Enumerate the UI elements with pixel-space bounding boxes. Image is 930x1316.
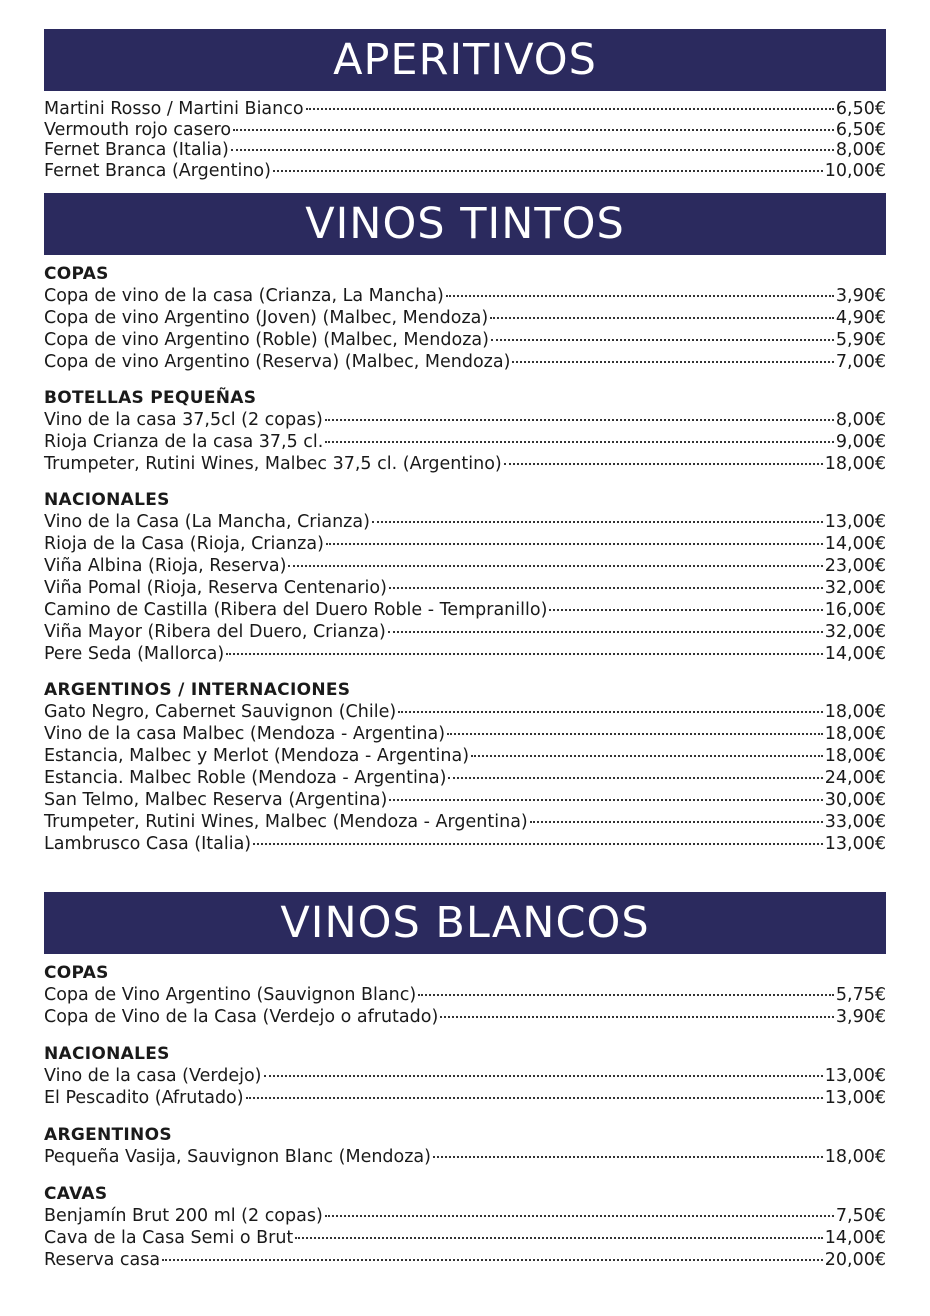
item-name: Vino de la casa (Verdejo) bbox=[44, 1066, 262, 1086]
subsection-label: BOTELLAS PEQUEÑAS bbox=[44, 388, 257, 408]
item-price: 6,50€ bbox=[835, 119, 886, 140]
section-title-vinos-tintos: VINOS TINTOS bbox=[44, 193, 886, 255]
menu-item bbox=[44, 1087, 886, 1109]
item-name: Rioja de la Casa (Rioja, Crianza) bbox=[44, 534, 324, 554]
section-title-aperitivos: APERITIVOS bbox=[44, 29, 886, 91]
menu-item bbox=[44, 285, 886, 307]
menu-item bbox=[44, 723, 886, 745]
dot-leader bbox=[433, 1156, 823, 1158]
item-price: 14,00€ bbox=[824, 644, 886, 664]
item-name: Vino de la Casa (La Mancha, Crianza) bbox=[44, 512, 370, 532]
item-price: 3,90€ bbox=[835, 1007, 886, 1027]
item-name: El Pescadito (Afrutado) bbox=[44, 1088, 244, 1108]
item-name: Vermouth rojo casero bbox=[44, 119, 232, 140]
dot-leader bbox=[448, 777, 822, 779]
dot-leader bbox=[549, 609, 822, 611]
group-spacer bbox=[44, 1109, 886, 1124]
subsection-label: CAVAS bbox=[44, 1184, 108, 1204]
dot-leader bbox=[418, 994, 834, 996]
dot-leader bbox=[504, 463, 823, 465]
item-price: 9,00€ bbox=[835, 432, 886, 452]
group-spacer bbox=[44, 1168, 886, 1183]
item-name: Fernet Branca (Argentino) bbox=[44, 160, 271, 181]
menu-item bbox=[44, 99, 886, 120]
item-price: 18,00€ bbox=[824, 746, 886, 766]
item-name: San Telmo, Malbec Reserva (Argentina) bbox=[44, 790, 388, 810]
item-name: Viña Pomal (Rioja, Reserva Centenario) bbox=[44, 578, 387, 598]
dot-leader bbox=[491, 339, 834, 341]
menu-item bbox=[44, 767, 886, 789]
dot-leader bbox=[162, 1259, 823, 1261]
menu-item bbox=[44, 701, 886, 723]
item-price: 32,00€ bbox=[824, 622, 886, 642]
item-name: Trumpeter, Rutini Wines, Malbec 37,5 cl. (Argentino) bbox=[44, 454, 502, 474]
subsection-label: ARGENTINOS bbox=[44, 1125, 172, 1145]
dot-leader bbox=[512, 361, 833, 363]
section-title-vinos-blancos: VINOS BLANCOS bbox=[44, 892, 886, 954]
item-price: 24,00€ bbox=[824, 768, 886, 788]
dot-leader bbox=[325, 1215, 834, 1217]
menu-item bbox=[44, 351, 886, 373]
menu-item bbox=[44, 1006, 886, 1028]
dot-leader bbox=[306, 108, 834, 110]
menu-item bbox=[44, 984, 886, 1006]
item-name: Reserva casa bbox=[44, 1250, 161, 1270]
item-name: Benjamín Brut 200 ml (2 copas) bbox=[44, 1206, 323, 1226]
group-spacer bbox=[44, 373, 886, 387]
item-name: Vino de la casa Malbec (Mendoza - Argentina) bbox=[44, 724, 446, 744]
item-name: Copa de Vino Argentino (Sauvignon Blanc) bbox=[44, 985, 417, 1005]
menu-item bbox=[44, 833, 886, 855]
subsection-label: COPAS bbox=[44, 963, 109, 983]
dot-leader bbox=[226, 653, 823, 655]
dot-leader bbox=[231, 149, 834, 151]
item-name: Copa de Vino de la Casa (Verdejo o afrutado) bbox=[44, 1007, 439, 1027]
menu-item bbox=[44, 161, 886, 182]
item-price: 14,00€ bbox=[824, 1228, 886, 1248]
dot-leader bbox=[325, 441, 834, 443]
menu-item bbox=[44, 431, 886, 453]
menu-item bbox=[44, 1227, 886, 1249]
dot-leader bbox=[398, 711, 823, 713]
aperitivos-list bbox=[44, 99, 886, 181]
item-name: Copa de vino Argentino (Reserva) (Malbec, Mendoza) bbox=[44, 352, 511, 372]
item-name: Pere Seda (Mallorca) bbox=[44, 644, 225, 664]
dot-leader bbox=[388, 631, 823, 633]
item-price: 8,00€ bbox=[835, 140, 886, 160]
menu-item bbox=[44, 745, 886, 767]
subsection-label: COPAS bbox=[44, 264, 109, 284]
item-price: 20,00€ bbox=[824, 1250, 886, 1270]
item-name: Viña Albina (Rioja, Reserva) bbox=[44, 556, 287, 576]
menu-item bbox=[44, 811, 886, 833]
dot-leader bbox=[440, 1016, 834, 1018]
item-name: Estancia, Malbec y Merlot (Mendoza - Argentina) bbox=[44, 746, 470, 766]
item-name: Gato Negro, Cabernet Sauvignon (Chile) bbox=[44, 702, 397, 722]
item-name: Copa de vino Argentino (Roble) (Malbec, Mendoza) bbox=[44, 330, 489, 350]
item-price: 18,00€ bbox=[824, 724, 886, 744]
item-price: 13,00€ bbox=[824, 1066, 886, 1086]
item-price: 16,00€ bbox=[824, 600, 886, 620]
subsection-label: NACIONALES bbox=[44, 490, 170, 510]
dot-leader bbox=[253, 843, 823, 845]
menu-item bbox=[44, 621, 886, 643]
dot-leader bbox=[295, 1237, 822, 1239]
menu-item bbox=[44, 453, 886, 475]
item-name: Fernet Branca (Italia) bbox=[44, 140, 229, 160]
dot-leader bbox=[326, 543, 823, 545]
menu-item bbox=[44, 643, 886, 665]
item-name: Lambrusco Casa (Italia) bbox=[44, 834, 252, 854]
subsection-label: NACIONALES bbox=[44, 1044, 170, 1064]
item-price: 13,00€ bbox=[824, 834, 886, 854]
subsection-label: ARGENTINOS / INTERNACIONES bbox=[44, 680, 351, 700]
menu-item bbox=[44, 533, 886, 555]
menu-item bbox=[44, 120, 886, 141]
group-spacer bbox=[44, 475, 886, 489]
item-name: Pequeña Vasija, Sauvignon Blanc (Mendoza) bbox=[44, 1147, 431, 1167]
dot-leader bbox=[471, 755, 823, 757]
item-name: Vino de la casa 37,5cl (2 copas) bbox=[44, 410, 323, 430]
menu-item bbox=[44, 329, 886, 351]
dot-leader bbox=[389, 799, 822, 801]
item-price: 18,00€ bbox=[824, 702, 886, 722]
menu-item bbox=[44, 599, 886, 621]
item-name: Estancia. Malbec Roble (Mendoza - Argentina) bbox=[44, 768, 447, 788]
item-price: 8,00€ bbox=[835, 410, 886, 430]
item-price: 6,50€ bbox=[835, 99, 886, 119]
dot-leader bbox=[530, 821, 823, 823]
item-price: 4,90€ bbox=[835, 308, 886, 328]
dot-leader bbox=[273, 170, 823, 172]
item-price: 18,00€ bbox=[824, 1147, 886, 1167]
dot-leader bbox=[325, 419, 834, 421]
dot-leader bbox=[446, 295, 834, 297]
menu-item bbox=[44, 140, 886, 161]
menu-item bbox=[44, 1249, 886, 1271]
dot-leader bbox=[264, 1075, 823, 1077]
menu-item bbox=[44, 409, 886, 431]
item-name: Trumpeter, Rutini Wines, Malbec (Mendoza - Argentina) bbox=[44, 812, 528, 832]
item-price: 13,00€ bbox=[824, 1088, 886, 1108]
item-name: Camino de Castilla (Ribera del Duero Roble - Tempranillo) bbox=[44, 600, 548, 620]
dot-leader bbox=[288, 565, 822, 567]
menu-item bbox=[44, 1205, 886, 1227]
menu-item bbox=[44, 307, 886, 329]
item-price: 13,00€ bbox=[824, 512, 886, 532]
item-name: Cava de la Casa Semi o Brut bbox=[44, 1228, 294, 1248]
group-spacer bbox=[44, 1028, 886, 1043]
item-price: 10,00€ bbox=[824, 160, 886, 181]
item-price: 5,75€ bbox=[835, 985, 886, 1005]
menu-item bbox=[44, 577, 886, 599]
dot-leader bbox=[389, 587, 823, 589]
dot-leader bbox=[447, 733, 823, 735]
item-price: 7,00€ bbox=[835, 352, 886, 372]
item-name: Viña Mayor (Ribera del Duero, Crianza) bbox=[44, 622, 386, 642]
dot-leader bbox=[246, 1097, 823, 1099]
item-price: 18,00€ bbox=[824, 454, 886, 474]
dot-leader bbox=[233, 129, 834, 131]
item-price: 23,00€ bbox=[824, 556, 886, 576]
item-price: 33,00€ bbox=[824, 812, 886, 832]
menu-item bbox=[44, 511, 886, 533]
item-price: 32,00€ bbox=[824, 578, 886, 598]
dot-leader bbox=[372, 521, 823, 523]
item-name: Rioja Crianza de la casa 37,5 cl. bbox=[44, 432, 324, 452]
vinos-tintos-list bbox=[44, 263, 886, 855]
group-spacer bbox=[44, 665, 886, 679]
menu-item bbox=[44, 1146, 886, 1168]
item-price: 7,50€ bbox=[835, 1206, 886, 1226]
item-price: 30,00€ bbox=[824, 790, 886, 810]
item-name: Copa de vino de la casa (Crianza, La Mancha) bbox=[44, 286, 444, 306]
menu-item bbox=[44, 789, 886, 811]
item-price: 5,90€ bbox=[835, 330, 886, 350]
menu-item bbox=[44, 555, 886, 577]
vinos-blancos-list bbox=[44, 962, 886, 1271]
item-price: 14,00€ bbox=[824, 534, 886, 554]
item-price: 3,90€ bbox=[835, 286, 886, 306]
dot-leader bbox=[490, 317, 834, 319]
menu-item bbox=[44, 1065, 886, 1087]
item-name: Martini Rosso / Martini Bianco bbox=[44, 99, 304, 119]
item-name: Copa de vino Argentino (Joven) (Malbec, Mendoza) bbox=[44, 308, 489, 328]
